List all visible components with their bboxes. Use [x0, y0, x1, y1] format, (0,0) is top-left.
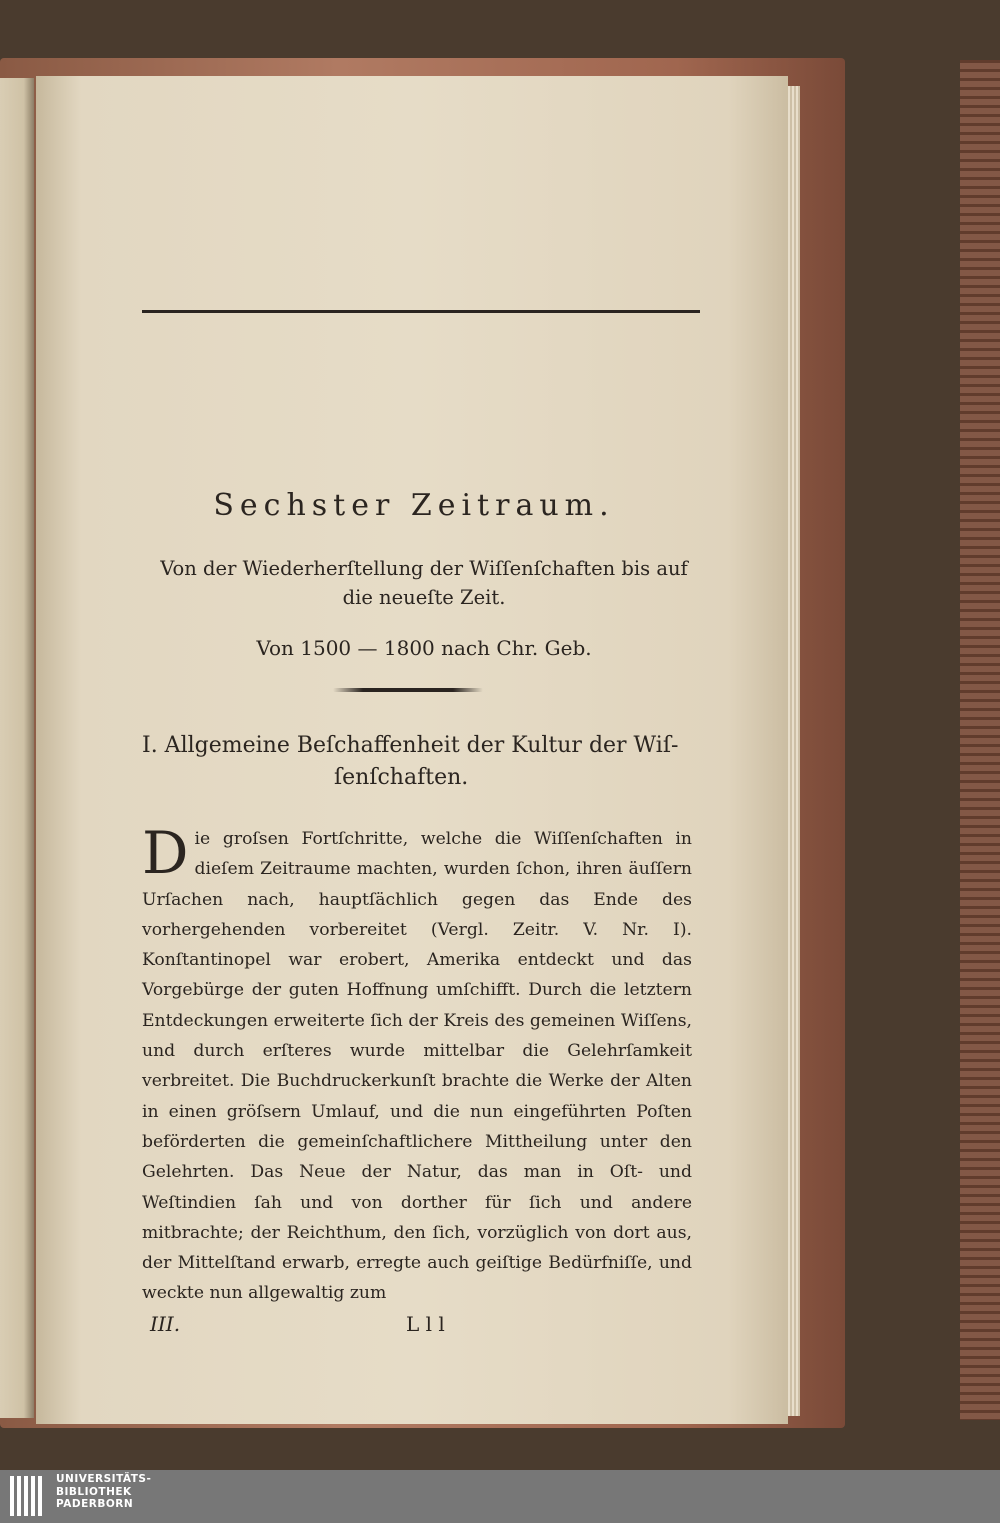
logo-line-3: PADERBORN [56, 1498, 134, 1510]
chapter-dates: Von 1500 — 1800 nach Chr. Geb. [256, 636, 592, 660]
signature-mark: III. [150, 1312, 181, 1336]
ornamental-rule [333, 688, 483, 692]
section-heading-line1: I. Allgemeine Beſchaffenheit der Kultur der Wiſ- [142, 733, 679, 758]
logo-line-1: UNIVERSITÄTS- [56, 1473, 152, 1485]
section-heading-line2: ſenſchaften. [334, 765, 469, 790]
body-paragraph: ie groſsen Fortſchritte, welche die Wiſſenſchaften in dieſem Zeitraume machten, wurden ſchon, ihren äuſſern Urſachen nach, hauptſächlich gegen das Ende des vorhergehenden vorbereitet (Vergl. Zeitr. V. Nr. I). Konſtantinopel war erobert, Amerika entdeckt und das Vorgebürge der guten Hoffnung umſchifft. Durch die letztern Entdeckungen erweiterte ſich der Kreis des gemeinen Wiſſens, und durch erſteres wurde mittelbar die Gelehrſamkeit verbreitet. Die Buchdruckerkunſt brachte die Werke der Alten in einen gröſsern Umlauf, und die nun eingeführten Poſten beförderten die gemeinſchaftlichere Mittheilung unter den Gelehrten. Das Neue der Natur, das man in Oſt- und Weſtindien ſah und von dorther für ſich und andere mitbrachte; der Reichthum, den ſich, vorzüglich von dort aus, der Mittelſtand erwarb, erregte auch geiſtige Bedürfniſſe, und weckte nun allgewaltig zum [142, 829, 692, 1304]
section-heading [142, 730, 702, 794]
drop-cap: D [142, 819, 189, 887]
top-rule [142, 310, 700, 313]
library-logo-text [56, 1473, 151, 1511]
body-text [142, 819, 692, 1309]
chapter-title: Sechster Zeitraum. [213, 488, 615, 523]
right-page [36, 76, 788, 1424]
library-footer [0, 1470, 1000, 1523]
left-page [0, 78, 34, 1418]
cover-edge [960, 60, 1000, 1420]
catchword: L l l [406, 1312, 445, 1336]
chapter-subtitle: Von der Wiederherſtellung der Wiſſenſchaften bis auf die neueſte Zeit. [160, 557, 688, 609]
logo-line-2: BIBLIOTHEK [56, 1485, 132, 1498]
library-logo-icon [8, 1474, 48, 1518]
